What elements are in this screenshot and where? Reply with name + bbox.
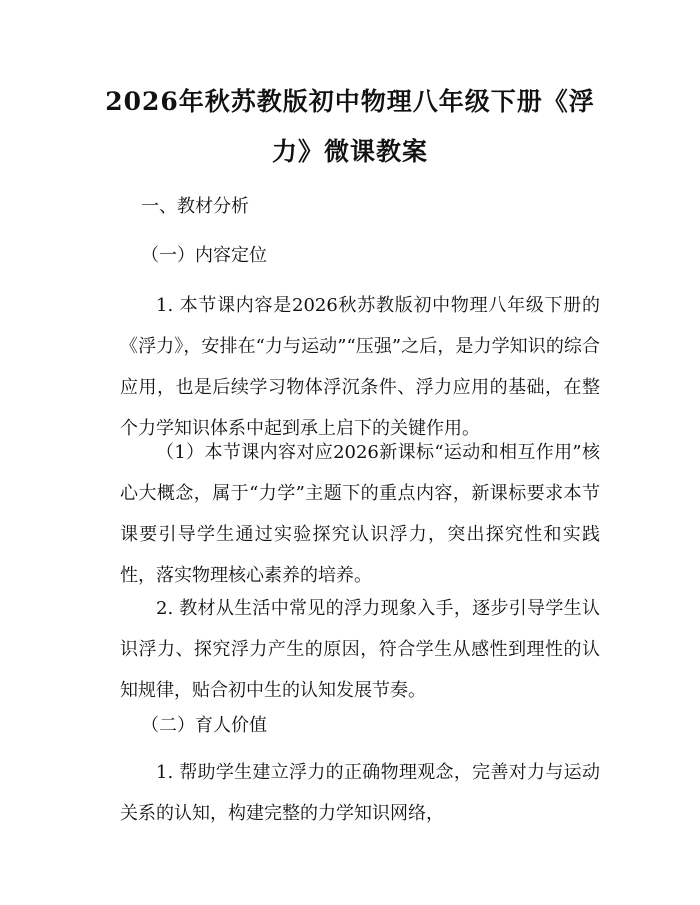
- subsection-heading-content-positioning: （一）内容定位: [141, 245, 267, 266]
- paragraph-curriculum-standard: （1）本节课内容对应2026新课标“运动和相互作用”核心大概念，属于“力学”主题下的重点内容，新课标要求本节课要引导学生通过实验探究认识浮力，突出探究性和实践性，落实物理核心素养的培养。: [120, 442, 600, 586]
- paragraph-educational-value-1: 1. 帮助学生建立浮力的正确物理观念，完善对力与运动关系的认知，构建完整的力学知识网络，: [120, 762, 600, 824]
- document-title-line-1: 2026年秋苏教版初中物理八年级下册《浮: [105, 87, 595, 116]
- subsection-heading-educational-value: （二）育人价值: [141, 715, 267, 736]
- paragraph-content-positioning-1: 1. 本节课内容是2026秋苏教版初中物理八年级下册的《浮力》，安排在“力与运动”“压强”之后，是力学知识的综合应用，也是后续学习物体浮沉条件、浮力应用的基础，在整个力学知识体系中起到承上启下的关键作用。: [120, 295, 600, 439]
- section-heading-textbook-analysis: 一、教材分析: [141, 196, 249, 217]
- paragraph-content-positioning-2: 2. 教材从生活中常见的浮力现象入手，逐步引导学生认识浮力、探究浮力产生的原因，符合学生从感性到理性的认知规律，贴合初中生的认知发展节奏。: [120, 598, 600, 701]
- document-title-line-2: 力》微课教案: [271, 137, 428, 166]
